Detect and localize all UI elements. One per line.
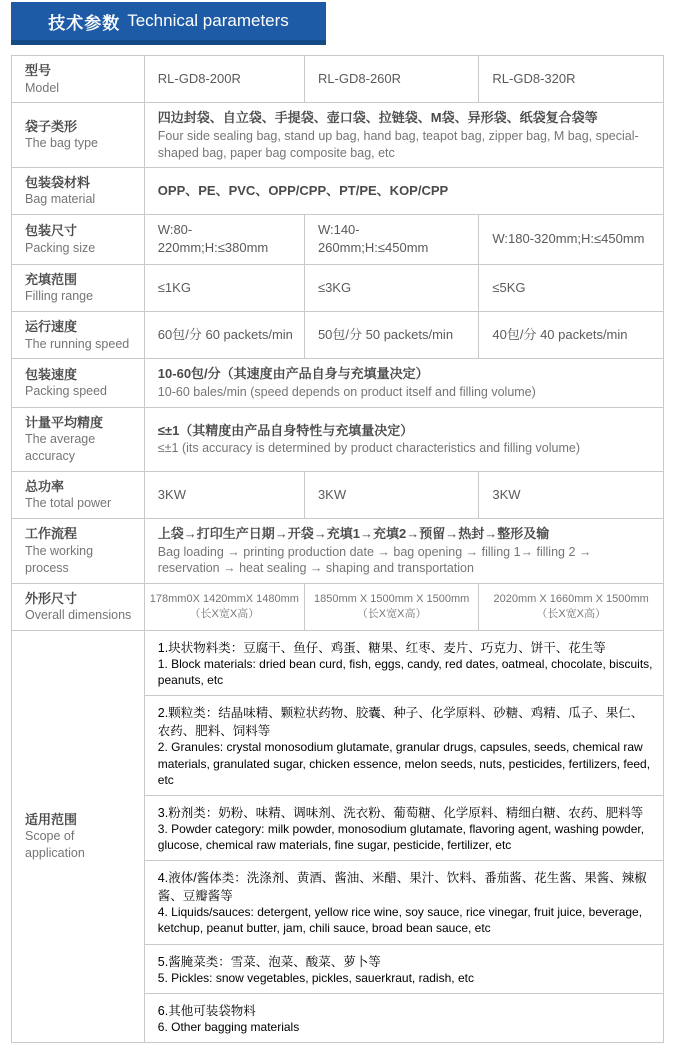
row-label-filling-range	[12, 265, 145, 311]
scope-item-granules	[145, 696, 663, 796]
table-row-running-speed	[12, 312, 663, 359]
row-label-zh: 包装速度	[25, 366, 78, 382]
bag-type-en: Four side sealing bag, stand up bag, hand bag, teapot bag, zipper bag, M bag, special-shaped bag, paper bag composite bag, etc	[157, 129, 639, 160]
row-label-en: The average accuracy	[25, 432, 96, 463]
row-label-zh: 外形尺寸	[25, 590, 78, 606]
total-power-value-1: 3KW	[157, 486, 186, 502]
model-value-2: RL-GD8-260R	[317, 71, 402, 87]
row-label-zh: 工作流程	[25, 526, 78, 542]
row-label-total-power	[12, 472, 145, 518]
row-label-zh: 包装袋材料	[25, 174, 91, 190]
row-label-en: Filling range	[25, 289, 94, 304]
row-label-en: Overall dimensions	[25, 608, 132, 623]
scope-item-en: 4. Liquids/sauces: detergent, yellow rice wine, soy sauce, rice vinegar, fruit juice, beverage, ketchup, peanut butter, jam, chili sauce, broad bean sauce, etc	[157, 905, 643, 936]
total-power-cell-2	[305, 472, 479, 518]
running-speed-cell-2	[305, 312, 479, 358]
scope-item-other-materials	[145, 994, 663, 1042]
row-label-en: Packing size	[25, 240, 96, 255]
row-label-model	[12, 56, 145, 102]
table-row-working-process	[12, 519, 663, 583]
row-label-zh: 型号	[25, 63, 52, 78]
dimensions-cell-1	[145, 584, 305, 630]
filling-range-value-1: ≤1KG	[157, 279, 191, 295]
row-label-zh: 总功率	[25, 478, 65, 494]
average-accuracy-en: ≤±1 (its accuracy is determined by product characteristics and filling volume)	[157, 441, 581, 456]
row-label-bag-type	[12, 103, 145, 166]
scope-item-en: 3. Powder category: milk powder, monosodium glutamate, flavoring agent, washing powder, glucose, chemical raw materials, fine sugar, pesticide, fertilizer, etc	[157, 821, 645, 853]
scope-item-powder	[145, 796, 663, 861]
filling-range-cell-3	[479, 265, 663, 311]
filling-range-cell-2	[305, 265, 479, 311]
packing-size-value-3: W:180-320mm;H:≤450mm	[492, 231, 645, 247]
dimensions-sub-2: （长X宽X高）	[356, 608, 427, 621]
model-value-1: RL-GD8-200R	[157, 71, 241, 87]
row-label-en: Bag material	[25, 192, 96, 207]
table-row-filling-range	[12, 265, 663, 312]
model-cell-3	[479, 56, 663, 102]
model-value-3: RL-GD8-320R	[492, 71, 576, 87]
total-power-value-2: 3KW	[317, 486, 347, 502]
row-label-working-process	[12, 519, 145, 582]
running-speed-value-3: 40包/分 40 packets/min	[492, 327, 628, 343]
scope-item-en: 6. Other bagging materials	[157, 1019, 300, 1034]
bag-material-cell	[145, 168, 663, 214]
filling-range-cell-1	[145, 265, 305, 311]
scope-item-en: 2. Granules: crystal monosodium glutamate, granular drugs, capsules, seeds, chemical raw materials, granulated sugar, chicken essence, melon seeds, nuts, pesticides, fertilizers, feed, etc	[157, 740, 651, 787]
row-label-zh: 包装尺寸	[25, 223, 78, 239]
row-label-en: The bag type	[25, 136, 98, 151]
scope-item-zh: 4.液体/酱体类：洗涤剂、黄酒、酱油、米醋、果汁、饮料、番茄酱、花生酱、果酱、辣椒酱、豆瓣酱等	[157, 871, 647, 904]
table-row-packing-speed	[12, 359, 663, 407]
row-label-en: Packing speed	[25, 384, 108, 399]
running-speed-cell-3	[479, 312, 663, 358]
average-accuracy-zh: ≤±1（其精度由产品自身特性与充填量决定）	[157, 422, 414, 438]
row-label-packing-size	[12, 215, 145, 263]
scope-item-zh: 6.其他可装袋物料	[157, 1003, 256, 1018]
technical-parameters-table	[11, 55, 664, 1043]
row-label-en: The running speed	[25, 336, 130, 351]
table-row-overall-dimensions	[12, 584, 663, 631]
dimensions-sub-3: （长X宽X高）	[536, 608, 607, 621]
scope-item-zh: 1.块状物料类：豆腐干、鱼仔、鸡蛋、糖果、红枣、麦片、巧克力、饼干、花生等	[157, 640, 606, 655]
packing-size-cell-1	[145, 215, 305, 263]
row-label-zh: 适用范围	[25, 811, 78, 827]
scope-item-pickles	[145, 945, 663, 994]
row-label-en: The working process	[25, 543, 94, 575]
section-header-banner	[11, 2, 326, 45]
row-label-en: Scope of application	[25, 829, 85, 861]
running-speed-value-1: 60包/分 60 packets/min	[157, 327, 293, 343]
dimensions-value-2: 1850mm X 1500mm X 1500mm	[314, 592, 470, 605]
row-label-en: Model	[25, 80, 60, 95]
scope-item-block-materials	[145, 631, 663, 696]
scope-item-en: 5. Pickles: snow vegetables, pickles, sauerkraut, radish, etc	[157, 970, 474, 985]
section-title-zh: 技术参数	[48, 13, 121, 33]
packing-speed-en: 10-60 bales/min (speed depends on product itself and filling volume)	[157, 385, 536, 400]
row-label-zh: 计量平均精度	[25, 414, 104, 430]
dimensions-sub-1: （长X宽X高）	[189, 608, 260, 621]
packing-size-value-2: W:140-260mm;H:≤450mm	[317, 222, 429, 256]
scope-item-zh: 5.酱腌菜类：雪菜、泡菜、酸菜、萝卜等	[157, 954, 381, 969]
running-speed-value-2: 50包/分 50 packets/min	[317, 327, 454, 343]
scope-item-liquids-sauces	[145, 861, 663, 944]
working-process-cell	[145, 519, 663, 582]
scope-item-zh: 2.颗粒类：结晶味精、颗粒状药物、胶囊、种子、化学原料、砂糖、鸡精、瓜子、果仁、农药、肥料、饲料等	[157, 706, 644, 739]
working-process-zh: 上袋→打印生产日期→开袋→充填1→充填2→预留→热封→整形及输	[157, 526, 550, 542]
row-label-overall-dimensions	[12, 584, 145, 630]
dimensions-value-3: 2020mm X 1660mm X 1500mm	[493, 592, 649, 605]
filling-range-value-2: ≤3KG	[317, 279, 352, 295]
row-label-zh: 充填范围	[25, 271, 78, 287]
model-cell-2	[305, 56, 479, 102]
dimensions-value-1: 178mm0X 1420mmX 1480mm	[149, 592, 299, 605]
total-power-cell-3	[479, 472, 663, 518]
dimensions-cell-3	[479, 584, 663, 630]
bag-type-cell	[145, 103, 663, 166]
scope-item-en: 1. Block materials: dried bean curd, fish, eggs, candy, red dates, oatmeal, chocolate, biscuits, peanuts, etc	[157, 656, 653, 688]
packing-speed-cell	[145, 359, 663, 406]
table-row-scope-of-application	[12, 631, 663, 1042]
total-power-value-3: 3KW	[492, 486, 521, 502]
row-label-zh: 运行速度	[25, 318, 78, 334]
table-row-bag-type	[12, 103, 663, 167]
model-cell-1	[145, 56, 305, 102]
packing-size-cell-2	[305, 215, 479, 263]
section-title-en: Technical parameters	[127, 11, 289, 30]
packing-size-value-1: W:80-220mm;H:≤380mm	[157, 222, 269, 256]
packing-speed-zh: 10-60包/分（其速度由产品自身与充填量决定）	[157, 366, 429, 382]
scope-items	[145, 631, 663, 1042]
row-label-en: The total power	[25, 496, 112, 511]
average-accuracy-cell	[145, 408, 663, 471]
total-power-cell-1	[145, 472, 305, 518]
packing-size-cell-3	[479, 215, 663, 263]
row-label-bag-material	[12, 168, 145, 214]
row-label-packing-speed	[12, 359, 145, 406]
row-label-scope	[12, 631, 145, 1042]
bag-material-value: OPP、PE、PVC、OPP/CPP、PT/PE、KOP/CPP	[157, 182, 449, 198]
dimensions-cell-2	[305, 584, 479, 630]
filling-range-value-3: ≤5KG	[492, 279, 526, 295]
row-label-average-accuracy	[12, 408, 145, 471]
bag-type-zh: 四边封袋、自立袋、手提袋、壶口袋、拉链袋、M袋、异形袋、纸袋复合袋等	[157, 110, 598, 126]
table-row-total-power	[12, 472, 663, 519]
table-row-bag-material	[12, 168, 663, 215]
table-row-model	[12, 56, 663, 103]
scope-item-zh: 3.粉剂类：奶粉、味精、调味剂、洗衣粉、葡萄糖、化学原料、精细白糖、农药、肥料等	[157, 805, 644, 820]
table-row-average-accuracy	[12, 408, 663, 472]
row-label-running-speed	[12, 312, 145, 358]
table-row-packing-size	[12, 215, 663, 264]
row-label-zh: 袋子类形	[25, 118, 78, 134]
running-speed-cell-1	[145, 312, 305, 358]
working-process-en: Bag loading → printing production date → bag opening → filling 1→ filling 2 → reservation → heat sealing → shaping and transportation	[157, 545, 592, 576]
